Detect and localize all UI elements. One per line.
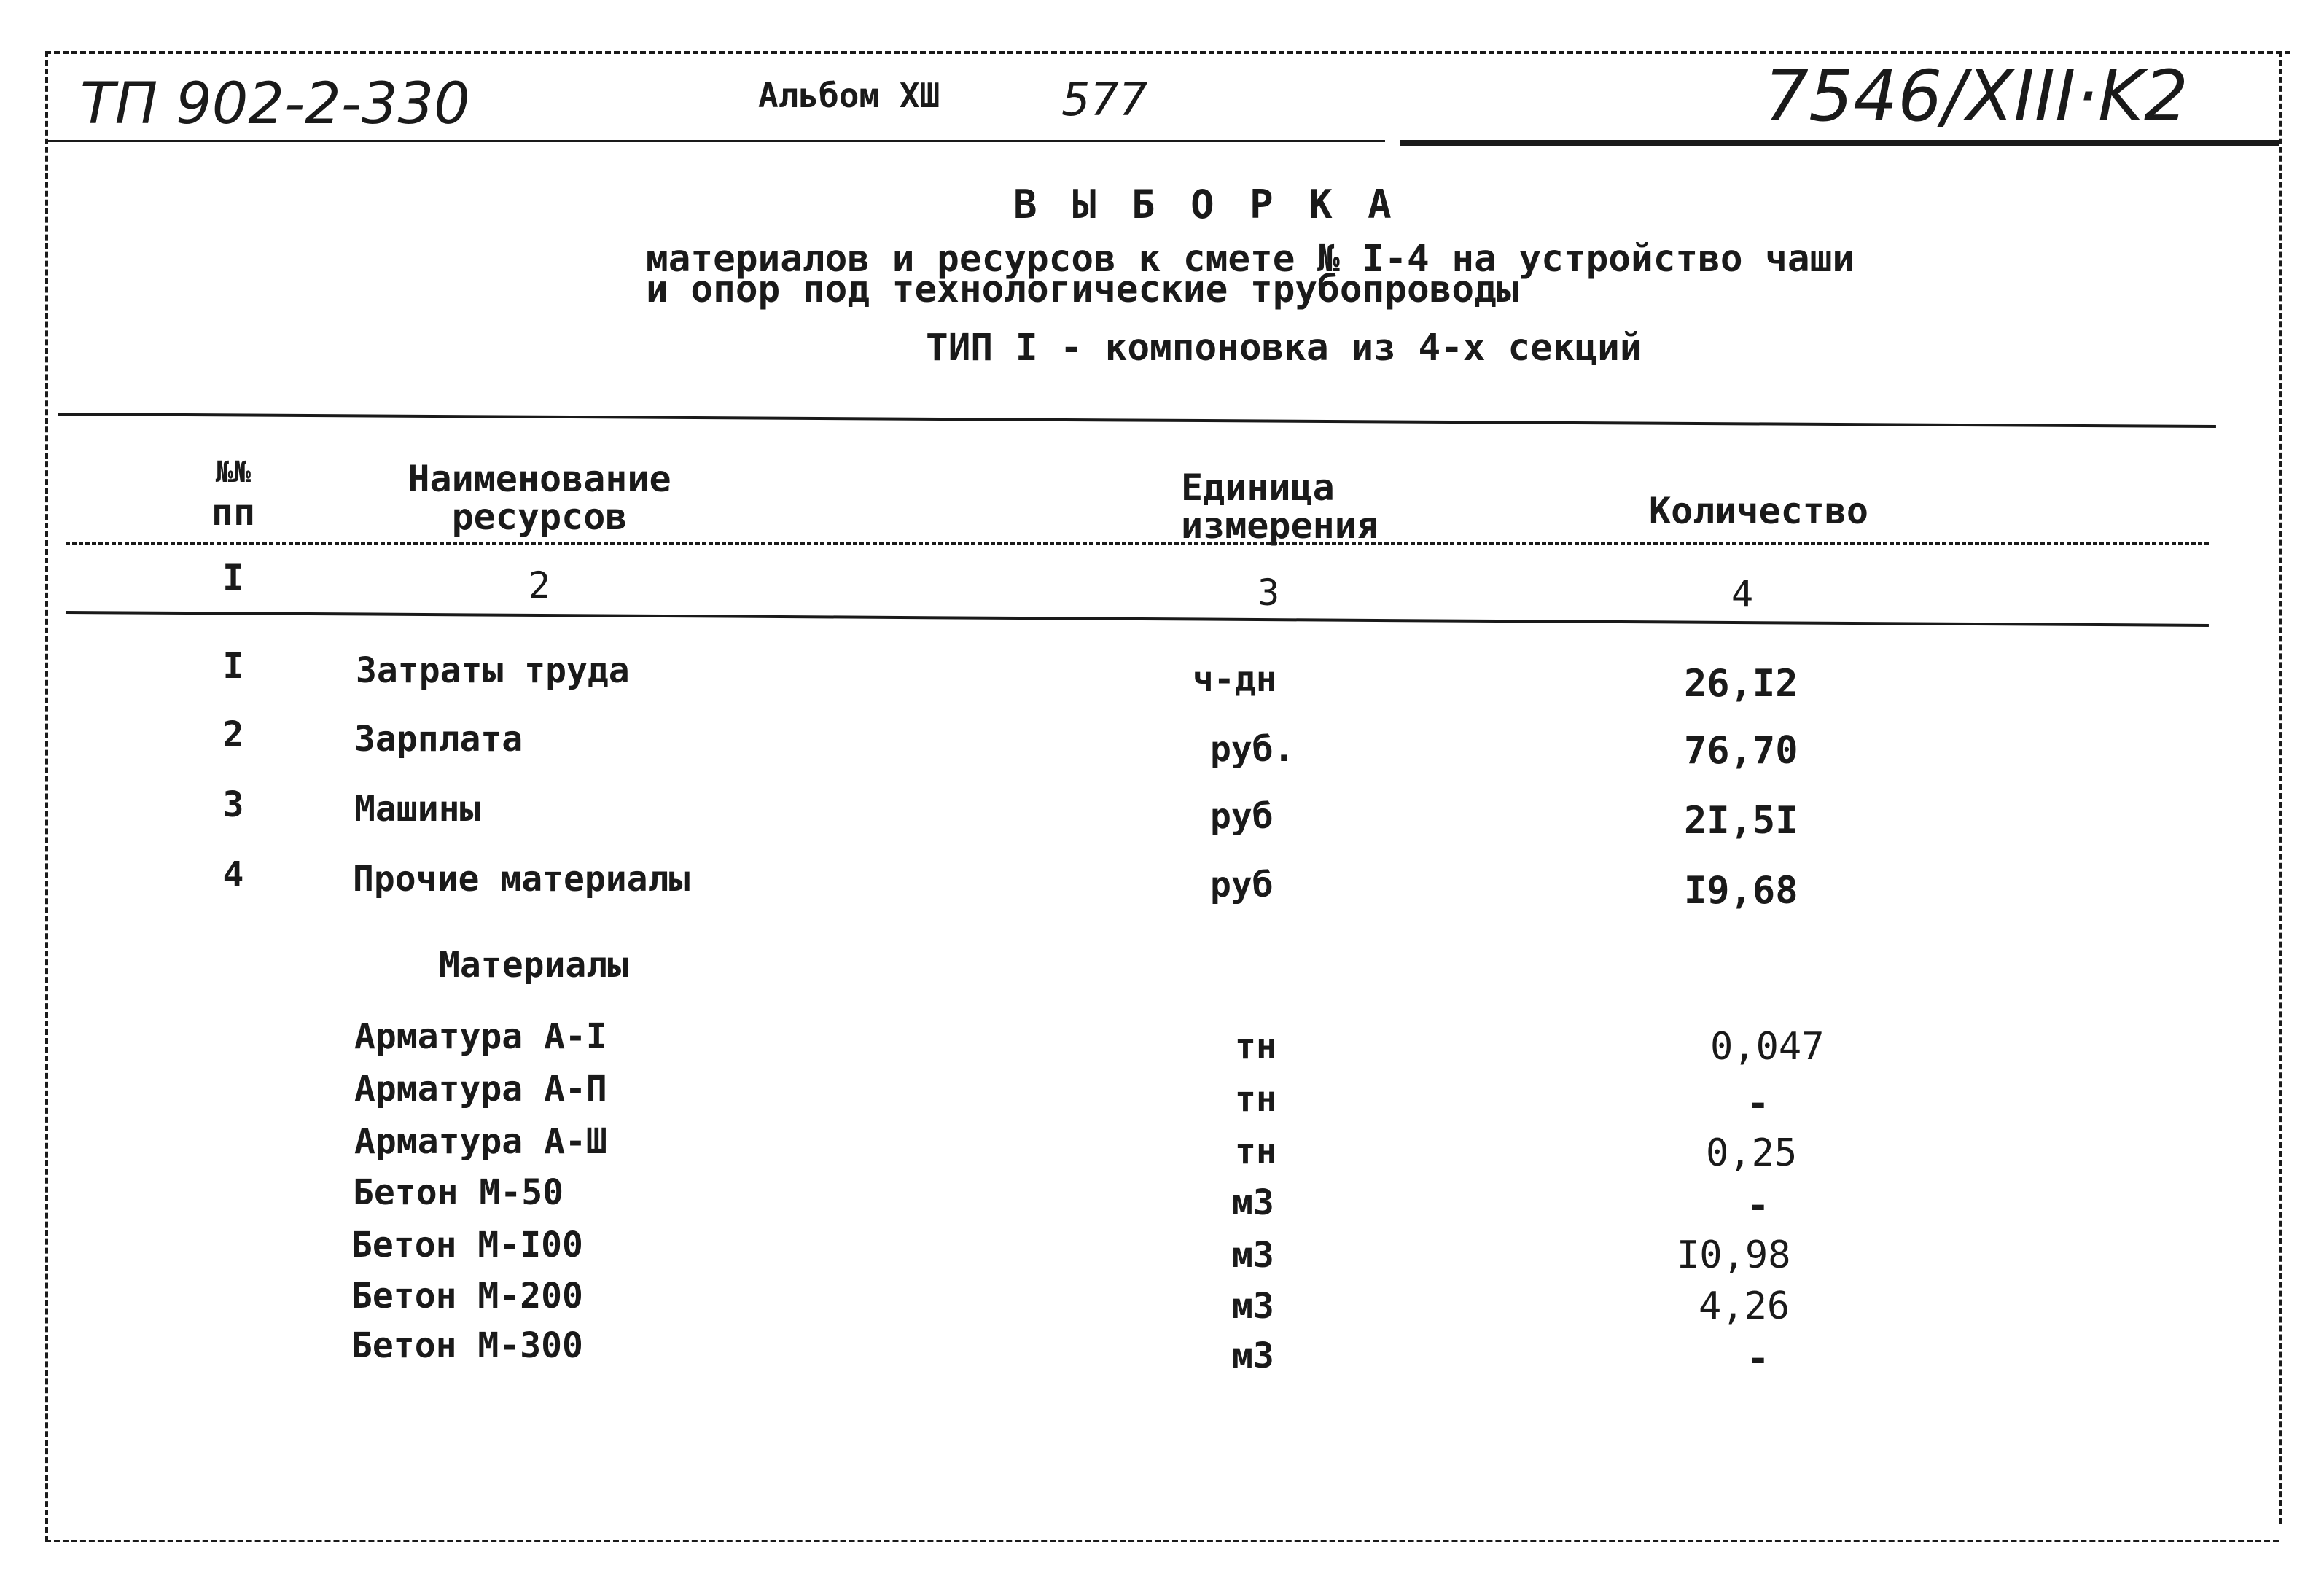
row-unit: руб. <box>1210 729 1295 770</box>
frame-left-border <box>45 51 48 1542</box>
title-line-2: и опор под технологические трубопроводы <box>646 268 1519 311</box>
header-unit-line1: Единица <box>1181 467 1335 509</box>
row-num: I <box>222 646 244 687</box>
material-qty: 0,25 <box>1706 1131 1798 1175</box>
material-unit: тн <box>1235 1131 1277 1172</box>
material-unit: тн <box>1235 1079 1277 1120</box>
row-unit: руб <box>1210 796 1274 837</box>
header-quantity: Количество <box>1649 490 1869 532</box>
album-label: Альбом ХШ <box>758 76 940 115</box>
material-qty: 0,047 <box>1710 1025 1825 1069</box>
material-name: Бетон М-50 <box>353 1172 564 1213</box>
material-name: Арматура А-I <box>354 1016 607 1057</box>
material-name: Бетон М-I00 <box>351 1225 583 1265</box>
header-bottom-rule <box>66 542 2209 545</box>
material-name: Арматура А-П <box>354 1069 607 1109</box>
title-main: В Ы Б О Р К А <box>1013 182 1397 227</box>
material-name: Бетон М-300 <box>351 1325 583 1366</box>
row-num: 4 <box>222 854 244 895</box>
column-number-2: 2 <box>528 564 551 606</box>
column-numbers-rule <box>66 611 2209 627</box>
row-qty: 2I,5I <box>1684 799 1798 843</box>
header-num-line1: №№ <box>215 456 251 489</box>
frame-right-border <box>2279 51 2282 1524</box>
row-name: Прочие материалы <box>353 859 690 900</box>
row-num: 2 <box>222 714 244 755</box>
row-qty: 76,70 <box>1684 729 1798 773</box>
header-name-line2: ресурсов <box>451 496 628 538</box>
header-num-line2: пп <box>211 491 256 534</box>
material-qty: - <box>1747 1184 1770 1228</box>
frame-top-border <box>45 51 2290 54</box>
frame-bottom-border <box>45 1540 2279 1542</box>
header-rule-left <box>45 140 1385 142</box>
column-number-3: 3 <box>1257 572 1280 614</box>
row-name: Затраты труда <box>356 650 630 691</box>
material-name: Бетон М-200 <box>351 1276 583 1316</box>
material-name: Арматура А-Ш <box>354 1121 607 1162</box>
album-page-number: 577 <box>1061 73 1148 126</box>
row-name: Зарплата <box>354 719 523 760</box>
row-name: Машины <box>354 789 481 830</box>
document-number: 7546/XIII·K2 <box>1764 55 2188 137</box>
title-line-1: материалов и ресурсов к смете № I-4 на устройство чаши <box>646 238 1855 281</box>
row-num: 3 <box>222 784 244 825</box>
header-name-line1: Наименование <box>408 458 671 500</box>
row-unit: руб <box>1210 865 1274 905</box>
material-unit: м3 <box>1232 1286 1274 1327</box>
row-unit: ч-дн <box>1193 659 1277 700</box>
header-rule-right <box>1400 140 2279 146</box>
header-unit-line2: измерения <box>1181 504 1379 547</box>
material-unit: м3 <box>1232 1182 1274 1223</box>
material-qty: - <box>1747 1337 1770 1381</box>
project-code: ТП 902-2-330 <box>80 71 470 137</box>
material-unit: м3 <box>1232 1335 1274 1376</box>
title-line-3: ТИП I - компоновка из 4-х секций <box>926 327 1642 370</box>
materials-heading: Материалы <box>439 945 629 986</box>
column-number-4: 4 <box>1731 573 1754 615</box>
row-qty: I9,68 <box>1684 869 1798 913</box>
row-qty: 26,I2 <box>1684 662 1798 706</box>
table-top-rule <box>58 413 2216 428</box>
material-unit: м3 <box>1232 1235 1274 1276</box>
column-number-1: I <box>222 557 245 599</box>
material-qty: 4,26 <box>1699 1284 1790 1328</box>
material-qty: I0,98 <box>1677 1233 1791 1277</box>
material-qty: - <box>1747 1082 1770 1126</box>
material-unit: тн <box>1235 1026 1277 1067</box>
